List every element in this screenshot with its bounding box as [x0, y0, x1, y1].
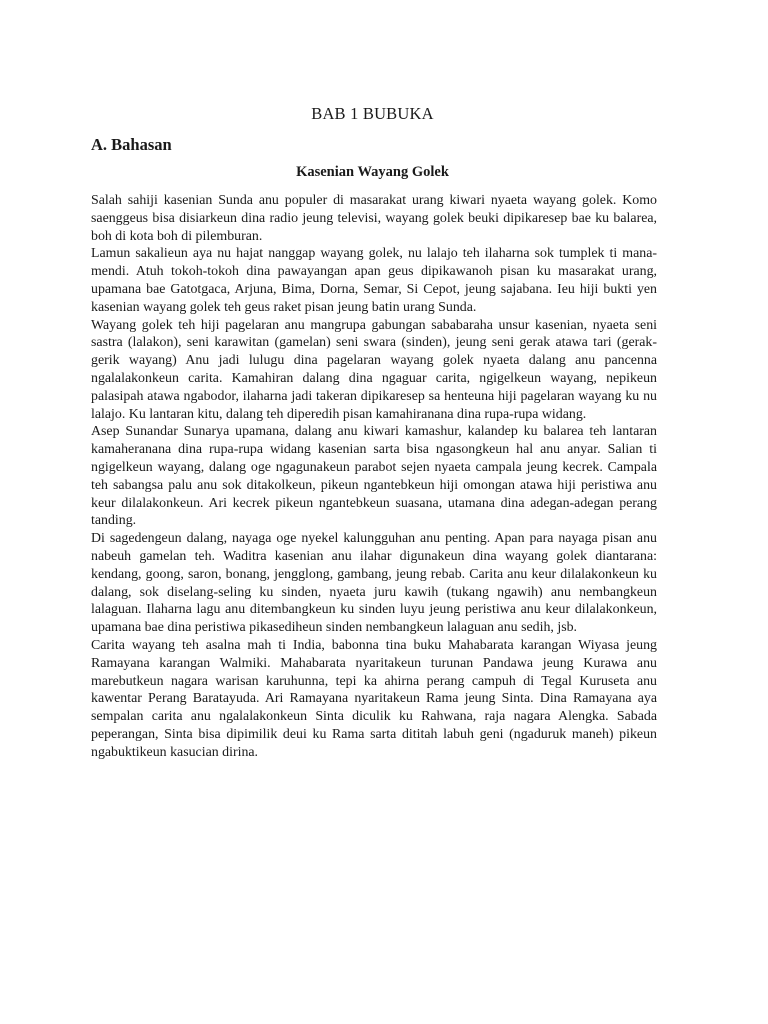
section-title: A. Bahasan — [91, 135, 172, 154]
article-body — [91, 192, 657, 762]
paragraph: Carita wayang teh asalna mah ti India, babonna tina buku Mahabarata karangan Wiyasa jeung Ramayana karangan Walmiki. Mahabarata nyaritakeun turunan Pandawa jeung Kurawa anu marebutkeun nagara warisan karuhunna, tepi ka ahirna perang campuh di Tegal Kuruseta anu kawentar Perang Baratayuda. Ari Ramayana nyaritakeun Rama jeung Sinta. Dina Ramayana aya sempalan carita anu ngalalakonkeun Sinta diculik ku Rahwana, raja nagara Alengka. Sabada peperangan, Sinta bisa dipimilik deui ku Rama sarta dititah labuh geni (ngaduruk maneh) pikeun ngabuktikeun kasucian dirina. — [91, 637, 657, 760]
chapter-title: BAB 1 BUBUKA — [311, 104, 434, 123]
paragraph: Di sagedengeun dalang, nayaga oge nyekel kalungguhan anu penting. Apan para nayaga pisan anu nabeuh gamelan teh. Waditra kasenian anu ilahar digunakeun dina wayang golek diantarana: kendang, goong, saron, bonang, jengglong, gambang, jeung rebab. Carita anu keur dilalakonkeun ku dalang, sok diselang-seling ku sinden, nyaeta juru kawih (tukang ngawih) anu nembangkeun lalaguan. Ilaharna lagu anu ditembangkeun ku sinden luyu jeung peristiwa anu keur dilalakonkeun, upamana bae dina peristiwa pikasediheun sinden nembangkeun lalaguan anu sedih, jsb. — [91, 531, 657, 636]
paragraph: Salah sahiji kasenian Sunda anu populer di masarakat urang kiwari nyaeta wayang golek. Komo saenggeus bisa disiarkeun dina radio jeung televisi, wayang golek beuki dipikaresep bae ku balarea, boh di kota boh di pilemburan. — [91, 193, 657, 244]
paragraph: Lamun sakalieun aya nu hajat nanggap wayang golek, nu lalajo teh ilaharna sok tumplek ti mana-mendi. Atuh tokoh-tokoh dina pawayangan apan geus dipikawanoh pisan ku masarakat urang, upamana bae Gatotgaca, Arjuna, Bima, Dorna, Semar, Si Cepot, jeung sajabana. Ieu hiji bukti yen kasenian wayang golek teh geus raket pisan jeung batin urang Sunda. — [91, 246, 657, 315]
paragraph: Asep Sunandar Sunarya upamana, dalang anu kiwari kamashur, kalandep ku balarea teh lantaran kamaheranana dina rupa-rupa widang kasenian sarta bisa ngasongkeun hal anu anyar. Salian ti ngigelkeun wayang, dalang oge ngagunakeun parabot sejen nyaeta campala jeung kecrek. Campala teh sabangsa palu anu sok ditakolkeun, pikeun ngantebkeun hiji omongan atawa hiji peristiwa anu keur dilalakonkeun. Ari kecrek pikeun ngantebkeun suasana, utamana dina adegan-adegan perang tanding. — [91, 424, 657, 529]
paragraph: Wayang golek teh hiji pagelaran anu mangrupa gabungan sababaraha unsur kasenian, nyaeta seni sastra (lalakon), seni karawitan (gamelan) seni swara (sinden), jeung seni gerak atawa tari (gerak-gerik wayang) Anu jadi lulugu dina pagelaran wayang golek nyaeta dalang anu pancenna ngalalakonkeun carita. Kamahiran dalang dina ngaguar carita, ngigelkeun wayang, nepikeun palasipah atawa ngabodor, ilaharna jadi takeran dipikaresep sa henteuna hiji pagelaran wayang ku nu lalajo. Ku lantaran kitu, dalang teh diperedih pisan kamahiranana dina rupa-rupa widang. — [91, 317, 657, 422]
article-subtitle: Kasenian Wayang Golek — [296, 164, 449, 180]
